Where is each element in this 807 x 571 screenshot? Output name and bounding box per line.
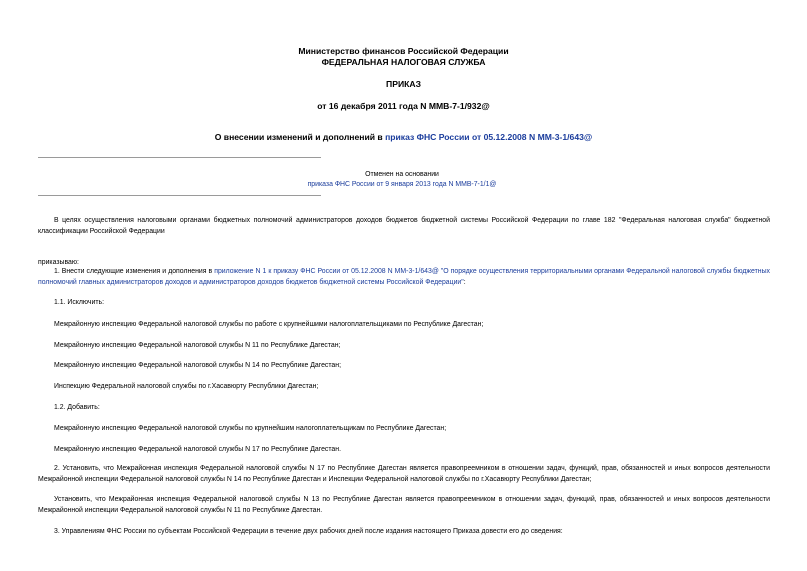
add-item-1: Межрайонную инспекцию Федеральной налоговой службы по крупнейшим налогоплательщикам по Республике Дагестан;	[54, 425, 447, 432]
subject-link[interactable]: приказ ФНС России от 05.12.2008 N ММ-3-1/643@	[385, 132, 593, 142]
item-2: 2. Установить, что Межрайонная инспекция Федеральной налоговой службы N 17 по Республике Дагестан является правопреемником в отношении задач, функций, прав, обязанностей и иных вопросов деятельности Межрайонной инспекции Федеральной налоговой службы N 14 по Республике Дагестан и Инспекции Федеральной налоговой службы по г.Хасавюрту Республики Дагестан;	[38, 465, 770, 483]
cancel-note	[300, 170, 504, 189]
exclude-item-1: Межрайонную инспекцию Федеральной налоговой службы по работе с крупнейшими налогоплательщиками по Республике Дагестан;	[54, 321, 484, 328]
item-1-prefix: 1. Внести следующие изменения и дополнения в	[54, 268, 215, 275]
exclude-item-3: Межрайонную инспекцию Федеральной налоговой службы N 14 по Республике Дагестан;	[54, 362, 341, 369]
doc-subject	[0, 132, 807, 142]
cancel-note-text: Отменен на основании	[365, 171, 439, 178]
item-1-link[interactable]: приложение N 1 к приказу ФНС России от 05.12.2008 N ММ-3-1/643@ "О порядке осуществления территориальными органами Федеральной налоговой службы бюджетных полномочий главных администраторов доходов и администраторов доходов бюджетов бюджетной системы Российской Федерации"	[38, 268, 770, 286]
subject-prefix: О внесении изменений и дополнений в	[214, 132, 386, 142]
doc-type: ПРИКАЗ	[386, 79, 421, 89]
add-item-2: Межрайонную инспекцию Федеральной налоговой службы N 17 по Республике Дагестан.	[54, 446, 341, 453]
service-title: ФЕДЕРАЛЬНАЯ НАЛОГОВАЯ СЛУЖБА	[321, 57, 486, 67]
item-1-suffix: :	[463, 278, 466, 286]
ministry-title: Министерство финансов Российской Федерации	[298, 46, 509, 56]
doc-date-number: от 16 декабря 2011 года N ММВ-7-1/932@	[317, 101, 490, 111]
separator-top	[38, 157, 321, 158]
item-3: 3. Управлениям ФНС России по субъектам Российской Федерации в течение двух рабочих дней после издания настоящего Приказа довести его до сведения:	[54, 528, 563, 535]
item-1-2: 1.2. Добавить:	[54, 404, 100, 411]
item-1	[38, 267, 770, 288]
item-1-1: 1.1. Исключить:	[54, 299, 105, 306]
item-2b: Установить, что Межрайонная инспекция Федеральной налоговой службы N 13 по Республике Дагестан является правопреемником в отношении задач, функций, прав, обязанностей и иных вопросов деятельности Межрайонной инспекции Федеральной налоговой службы N 11 по Республике Дагестан.	[38, 496, 770, 514]
exclude-item-2: Межрайонную инспекцию Федеральной налоговой службы N 11 по Республике Дагестан;	[54, 342, 341, 349]
order-word: приказываю:	[38, 259, 79, 266]
cancel-note-link[interactable]: приказа ФНС России от 9 января 2013 года N ММВ-7-1/1@	[307, 181, 497, 188]
separator-bottom	[38, 195, 321, 196]
exclude-item-4: Инспекцию Федеральной налоговой службы по г.Хасавюрту Республики Дагестан;	[54, 383, 319, 390]
intro-paragraph: В целях осуществления налоговыми органами бюджетных полномочий администраторов доходов бюджетов бюджетной системы Российской Федерации по главе 182 "Федеральная налоговая служба" бюджетной классификации Российской Федерации	[38, 217, 770, 235]
